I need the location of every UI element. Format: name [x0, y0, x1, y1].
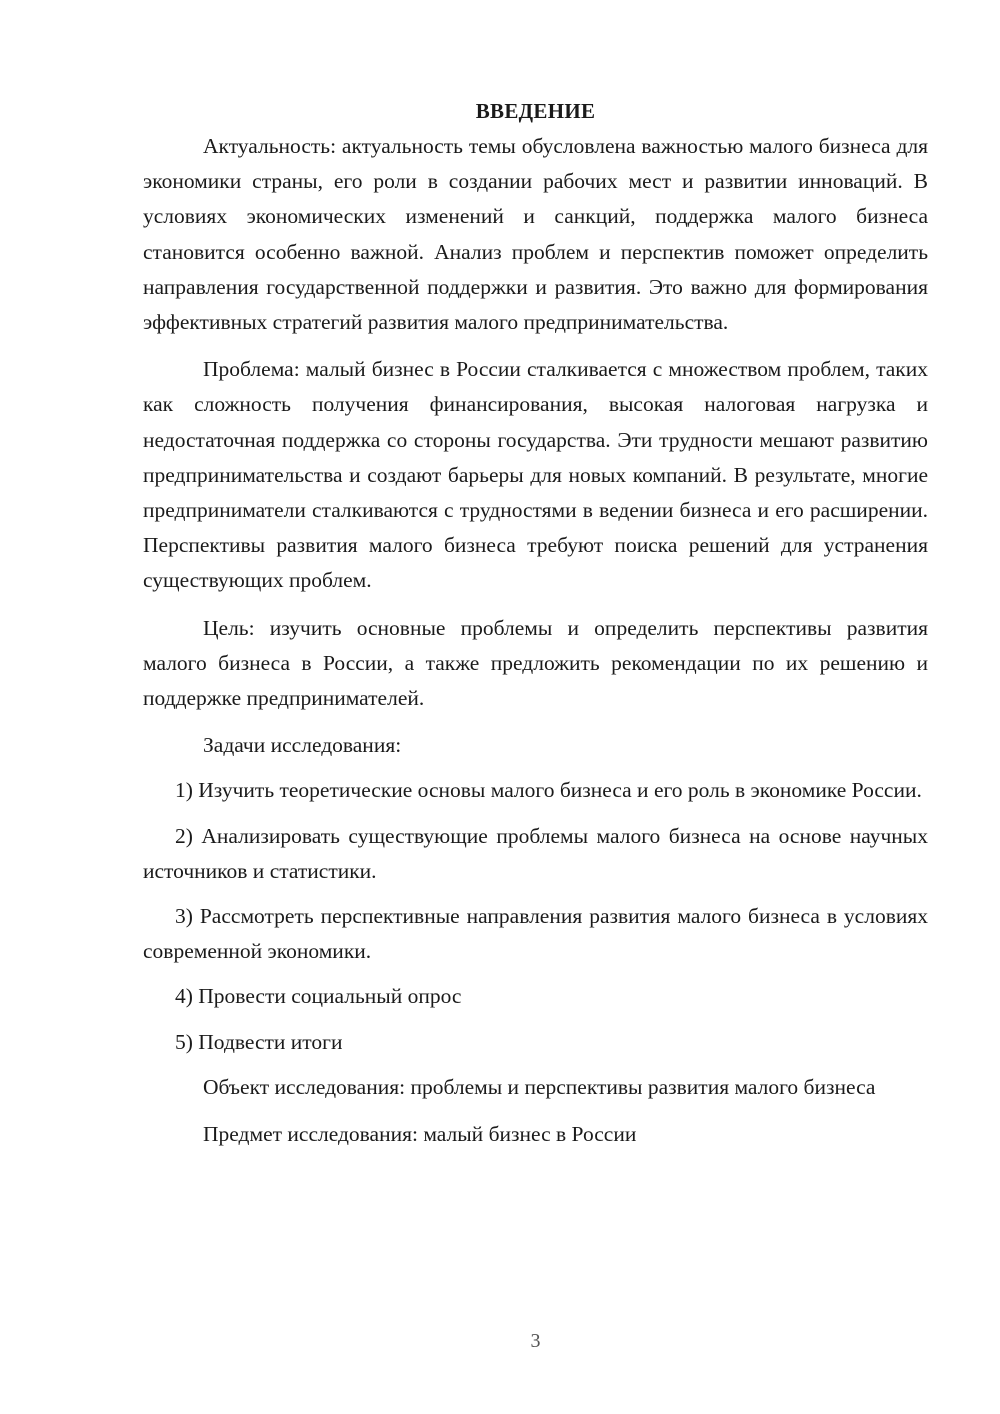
section-title: ВВЕДЕНИЕ — [475, 99, 596, 123]
tasks-heading: Задачи исследования: — [203, 733, 402, 758]
paragraph-object: Объект исследования: проблемы и перспективы развития малого бизнеса — [203, 1074, 876, 1099]
task-item-5: 5) Подвести итоги — [175, 1029, 343, 1054]
task-item-2: 2) Анализировать существующие проблемы малого бизнеса на основе научных источников и статистики. — [143, 823, 928, 883]
page-number: 3 — [530, 1330, 541, 1352]
paragraph-goal: Цель: изучить основные проблемы и определить перспективы развития малого бизнеса в России, а также предложить рекомендации по их решению и поддержке предпринимателей. — [143, 615, 928, 711]
paragraph-subject: Предмет исследования: малый бизнес в России — [203, 1122, 637, 1147]
paragraph-problem: Проблема: малый бизнес в России сталкивается с множеством проблем, таких как сложность получения финансирования, высокая налоговая нагрузка и недостаточная поддержка со стороны государства. Эти трудности мешают развитию предпринимательства и создают барьеры для новых компаний. В результате, многие предприниматели сталкиваются с трудностями в ведении бизнеса и его расширении. Перспективы развития малого бизнеса требуют поиска решений для устранения существующих проблем. — [143, 357, 928, 593]
document-page — [143, 94, 928, 1164]
task-item-4: 4) Провести социальный опрос — [175, 984, 462, 1009]
paragraph-relevance: Актуальность: актуальность темы обусловлена важностью малого бизнеса для экономики страны, его роли в создании рабочих мест и развитии инноваций. В условиях экономических изменений и санкций, поддержка малого бизнеса становится особенно важной. Анализ проблем и перспектив поможет определить направления государственной поддержки и развития. Это важно для формирования эффективных стратегий развития малого предпринимательства. — [143, 134, 928, 335]
task-item-1: 1) Изучить теоретические основы малого бизнеса и его роль в экономике России. — [175, 778, 922, 803]
task-item-3: 3) Рассмотреть перспективные направления развития малого бизнеса в условиях современной экономики. — [143, 904, 928, 964]
